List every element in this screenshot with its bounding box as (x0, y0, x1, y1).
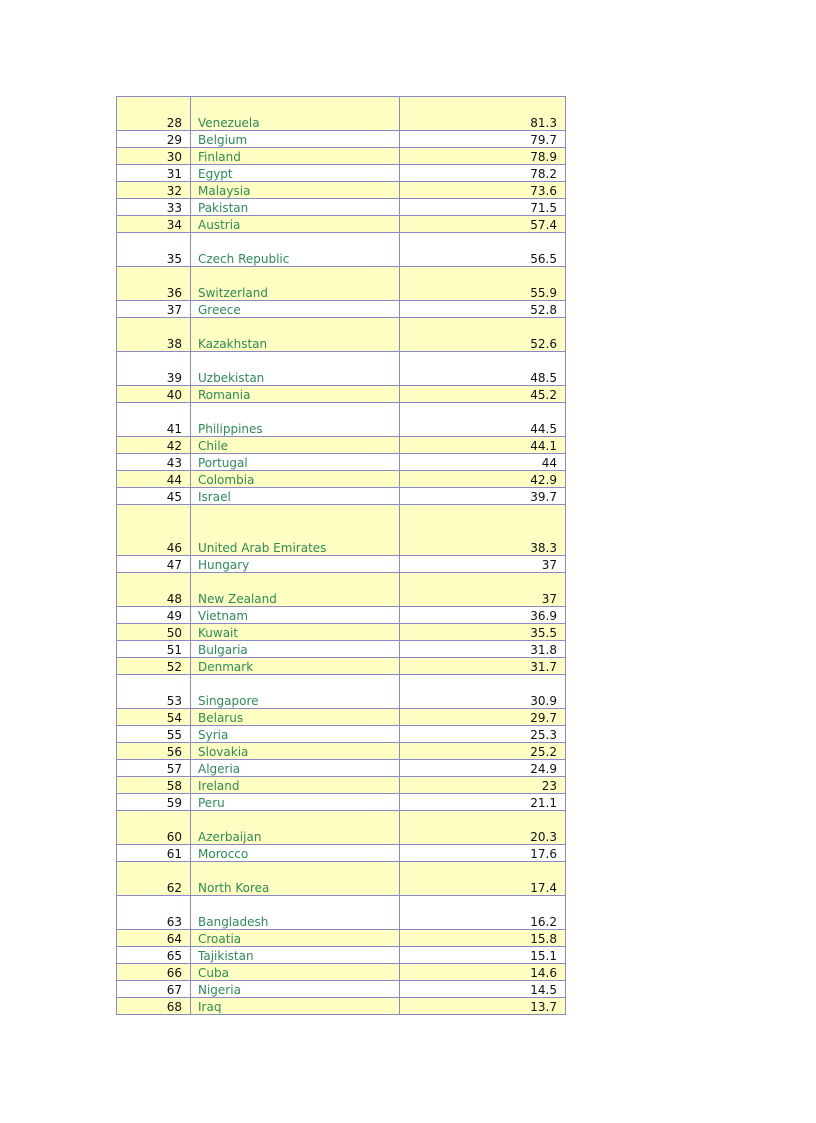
value-cell: 71.5 (400, 199, 566, 216)
country-cell: Philippines (191, 403, 400, 437)
value-cell: 73.6 (400, 182, 566, 199)
country-cell: North Korea (191, 862, 400, 896)
rank-cell: 67 (117, 981, 191, 998)
table-row (117, 233, 566, 267)
value-cell: 37 (400, 556, 566, 573)
country-cell: Bangladesh (191, 896, 400, 930)
country-cell: Czech Republic (191, 233, 400, 267)
table-row (117, 131, 566, 148)
rank-cell: 64 (117, 930, 191, 947)
value-cell: 37 (400, 573, 566, 607)
value-cell: 29.7 (400, 709, 566, 726)
table-row (117, 216, 566, 233)
rank-cell: 57 (117, 760, 191, 777)
country-cell: Croatia (191, 930, 400, 947)
table-row (117, 930, 566, 947)
table-row (117, 386, 566, 403)
country-cell: New Zealand (191, 573, 400, 607)
value-cell: 42.9 (400, 471, 566, 488)
rank-cell: 53 (117, 675, 191, 709)
rank-cell: 66 (117, 964, 191, 981)
country-cell: Iraq (191, 998, 400, 1015)
value-cell: 44 (400, 454, 566, 471)
table-row (117, 777, 566, 794)
country-cell: Portugal (191, 454, 400, 471)
table-row (117, 998, 566, 1015)
table-row (117, 709, 566, 726)
value-cell: 14.5 (400, 981, 566, 998)
value-cell: 52.6 (400, 318, 566, 352)
rank-cell: 56 (117, 743, 191, 760)
value-cell: 30.9 (400, 675, 566, 709)
rank-cell: 68 (117, 998, 191, 1015)
rank-cell: 61 (117, 845, 191, 862)
country-cell: Uzbekistan (191, 352, 400, 386)
rank-cell: 59 (117, 794, 191, 811)
table-row (117, 760, 566, 777)
table-row (117, 437, 566, 454)
country-cell: Switzerland (191, 267, 400, 301)
country-cell: Denmark (191, 658, 400, 675)
rank-cell: 28 (117, 97, 191, 131)
country-cell: Singapore (191, 675, 400, 709)
value-cell: 13.7 (400, 998, 566, 1015)
value-cell: 36.9 (400, 607, 566, 624)
table-row (117, 148, 566, 165)
value-cell: 52.8 (400, 301, 566, 318)
country-cell: Kazakhstan (191, 318, 400, 352)
country-cell: Venezuela (191, 97, 400, 131)
value-cell: 38.3 (400, 505, 566, 556)
table-row (117, 862, 566, 896)
rank-cell: 44 (117, 471, 191, 488)
table-row (117, 165, 566, 182)
table-row (117, 675, 566, 709)
value-cell: 35.5 (400, 624, 566, 641)
rank-cell: 40 (117, 386, 191, 403)
rank-cell: 30 (117, 148, 191, 165)
rank-cell: 54 (117, 709, 191, 726)
value-cell: 25.3 (400, 726, 566, 743)
table-row (117, 454, 566, 471)
table-row (117, 97, 566, 131)
country-cell: Algeria (191, 760, 400, 777)
country-cell: Vietnam (191, 607, 400, 624)
rank-cell: 65 (117, 947, 191, 964)
table-row (117, 301, 566, 318)
value-cell: 25.2 (400, 743, 566, 760)
country-cell: Morocco (191, 845, 400, 862)
table-row (117, 199, 566, 216)
country-cell: Cuba (191, 964, 400, 981)
rank-cell: 35 (117, 233, 191, 267)
table-row (117, 471, 566, 488)
rank-cell: 36 (117, 267, 191, 301)
rank-cell: 48 (117, 573, 191, 607)
table-row (117, 607, 566, 624)
table-row (117, 794, 566, 811)
rank-cell: 33 (117, 199, 191, 216)
table-row (117, 947, 566, 964)
rank-cell: 41 (117, 403, 191, 437)
table-row (117, 352, 566, 386)
table-row (117, 811, 566, 845)
country-cell: Chile (191, 437, 400, 454)
value-cell: 15.1 (400, 947, 566, 964)
value-cell: 57.4 (400, 216, 566, 233)
value-cell: 39.7 (400, 488, 566, 505)
country-cell: Austria (191, 216, 400, 233)
country-cell: Pakistan (191, 199, 400, 216)
rank-cell: 52 (117, 658, 191, 675)
value-cell: 45.2 (400, 386, 566, 403)
rank-cell: 39 (117, 352, 191, 386)
table-row (117, 624, 566, 641)
value-cell: 24.9 (400, 760, 566, 777)
rank-cell: 43 (117, 454, 191, 471)
table-row (117, 896, 566, 930)
country-cell: Belarus (191, 709, 400, 726)
value-cell: 17.4 (400, 862, 566, 896)
value-cell: 78.9 (400, 148, 566, 165)
country-cell: United Arab Emirates (191, 505, 400, 556)
rank-cell: 60 (117, 811, 191, 845)
value-cell: 81.3 (400, 97, 566, 131)
table-row (117, 182, 566, 199)
rank-cell: 51 (117, 641, 191, 658)
table-row (117, 267, 566, 301)
table-row (117, 658, 566, 675)
value-cell: 55.9 (400, 267, 566, 301)
country-cell: Hungary (191, 556, 400, 573)
country-cell: Greece (191, 301, 400, 318)
rank-cell: 42 (117, 437, 191, 454)
rank-cell: 63 (117, 896, 191, 930)
country-cell: Peru (191, 794, 400, 811)
table-row (117, 403, 566, 437)
table-row (117, 573, 566, 607)
ranking-table-body (117, 97, 566, 1015)
rank-cell: 37 (117, 301, 191, 318)
country-cell: Syria (191, 726, 400, 743)
rank-cell: 32 (117, 182, 191, 199)
rank-cell: 31 (117, 165, 191, 182)
table-row (117, 488, 566, 505)
value-cell: 44.5 (400, 403, 566, 437)
table-row (117, 964, 566, 981)
country-cell: Malaysia (191, 182, 400, 199)
value-cell: 44.1 (400, 437, 566, 454)
country-cell: Egypt (191, 165, 400, 182)
country-cell: Kuwait (191, 624, 400, 641)
rank-cell: 58 (117, 777, 191, 794)
country-cell: Bulgaria (191, 641, 400, 658)
country-cell: Colombia (191, 471, 400, 488)
value-cell: 31.7 (400, 658, 566, 675)
value-cell: 78.2 (400, 165, 566, 182)
table-row (117, 845, 566, 862)
rank-cell: 45 (117, 488, 191, 505)
value-cell: 14.6 (400, 964, 566, 981)
rank-cell: 29 (117, 131, 191, 148)
table-row (117, 726, 566, 743)
rank-cell: 34 (117, 216, 191, 233)
country-cell: Ireland (191, 777, 400, 794)
value-cell: 79.7 (400, 131, 566, 148)
rank-cell: 49 (117, 607, 191, 624)
table-row (117, 981, 566, 998)
table-row (117, 641, 566, 658)
value-cell: 31.8 (400, 641, 566, 658)
rank-cell: 55 (117, 726, 191, 743)
table-row (117, 556, 566, 573)
value-cell: 56.5 (400, 233, 566, 267)
country-cell: Slovakia (191, 743, 400, 760)
rank-cell: 38 (117, 318, 191, 352)
value-cell: 48.5 (400, 352, 566, 386)
rank-cell: 46 (117, 505, 191, 556)
country-cell: Belgium (191, 131, 400, 148)
value-cell: 15.8 (400, 930, 566, 947)
ranking-table (116, 96, 566, 1015)
country-cell: Romania (191, 386, 400, 403)
rank-cell: 50 (117, 624, 191, 641)
country-cell: Nigeria (191, 981, 400, 998)
value-cell: 23 (400, 777, 566, 794)
country-cell: Finland (191, 148, 400, 165)
table-row (117, 318, 566, 352)
value-cell: 16.2 (400, 896, 566, 930)
country-cell: Israel (191, 488, 400, 505)
country-cell: Tajikistan (191, 947, 400, 964)
table-row (117, 743, 566, 760)
country-cell: Azerbaijan (191, 811, 400, 845)
rank-cell: 62 (117, 862, 191, 896)
table-row (117, 505, 566, 556)
rank-cell: 47 (117, 556, 191, 573)
value-cell: 20.3 (400, 811, 566, 845)
value-cell: 21.1 (400, 794, 566, 811)
value-cell: 17.6 (400, 845, 566, 862)
